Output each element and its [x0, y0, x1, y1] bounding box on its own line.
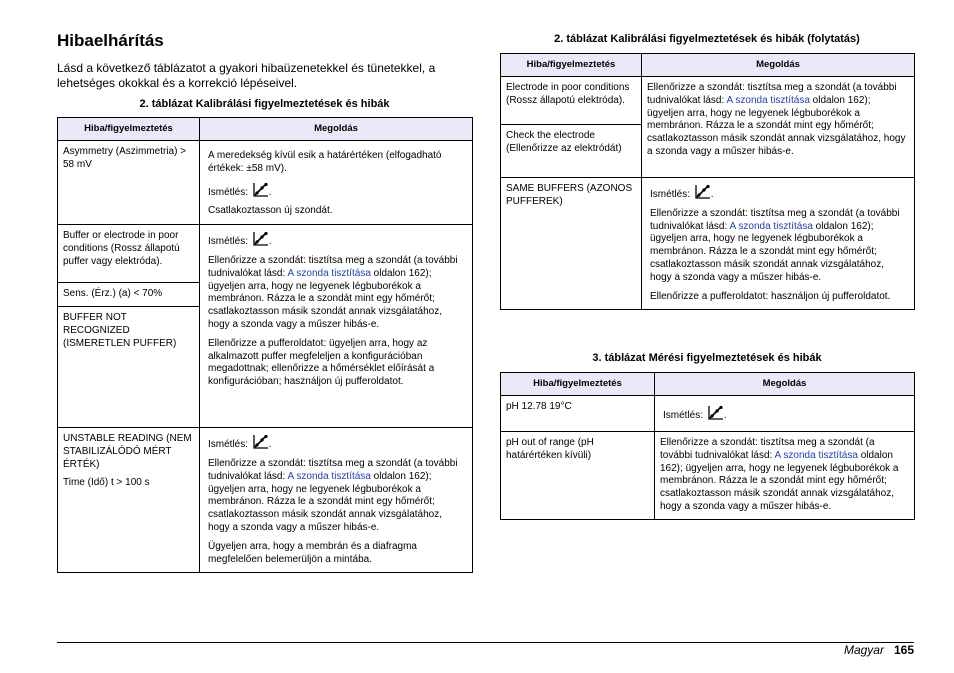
solution-text: Ellenőrizze a pufferoldatot: ügyeljen arra, hogy az alkalmazott puffer megfeleljen a konfigurációban megadottnak; ellenőrizze a hőmérséklet előírását a konfigurációban; használjon új pufferoldatot.: [208, 337, 435, 388]
table-row: [501, 396, 915, 432]
solution-text: Ellenőrizze a szondát: tisztítsa meg a szondát (a további tudnivalókat lásd: A szonda tisztítása oldalon 162); ügyeljen arra, hogy ne legyenek légbuborékok a membránon. Rázza le a szondát mint egy hőmérőt; csatlakoztasson másik szondát annak vizsgálatához, hogy a szonda vagy a műszer hibás-e.: [208, 457, 458, 533]
table-row: [58, 428, 473, 573]
table-2b-header-solution: Megoldás: [642, 54, 915, 77]
calibration-slope-icon: [253, 434, 269, 449]
intro-text: Lásd a következő táblázatot a gyakori hibaüzenetekkel és tünetekkel, a lehetséges okokkal és a korrekció lépéseivel.: [57, 61, 436, 90]
probe-cleaning-link[interactable]: A szonda tisztítása: [729, 220, 813, 232]
error-text: SAME BUFFERS (AZONOS PUFFEREK): [506, 183, 633, 207]
solution-text: Ellenőrizze a szondát: tisztítsa meg a szondát (a további tudnivalókat lásd: A szonda tisztítása oldalon 162); ügyeljen arra, hogy ne legyenek légbuborékok a membránon. Rázza le a szondát mint egy hőmérőt; csatlakoztasson másik szondát annak vizsgálatához, hogy a szonda vagy a műszer hibás-e.: [208, 254, 458, 330]
solution-text: Ellenőrizze a pufferoldatot: használjon új pufferoldatot.: [650, 290, 891, 302]
solution-text: A meredekség kívül esik a határértéken (elfogadható értékek: ±58 mV).: [208, 150, 442, 174]
footer-divider: [57, 642, 914, 643]
error-text: UNSTABLE READING (NEM STABILIZÁLÓDÓ MÉRT ÉRTÉK): [63, 433, 192, 470]
table-2-continued-caption: 2. táblázat Kalibrálási figyelmeztetések és hibák (folytatás): [554, 33, 860, 45]
table-3-header-solution: Megoldás: [655, 373, 915, 396]
table-2-header-error: Hiba/figyelmeztetés: [58, 118, 200, 141]
page-title: Hibaelhárítás: [57, 31, 164, 50]
table-2b-header-error: Hiba/figyelmeztetés: [501, 54, 642, 77]
table-2: [57, 117, 473, 573]
footer-language: Magyar: [843, 643, 884, 657]
error-text: BUFFER NOT RECOGNIZED (ISMERETLEN PUFFER): [58, 306, 199, 427]
error-text: Time (Idő) t > 100 s: [63, 476, 150, 488]
table-row: [501, 432, 915, 520]
error-text: Electrode in poor conditions (Rossz állapotú elektróda).: [506, 82, 630, 106]
probe-cleaning-link[interactable]: A szonda tisztítása: [287, 470, 371, 482]
error-text: pH 12.78 19°C: [506, 401, 572, 412]
solution-text: Ellenőrizze a szondát: tisztítsa meg a szondát (a további tudnivalókat lásd: A szonda tisztítása oldalon 162); ügyeljen arra, hogy ne legyenek légbuborékok a membránon. Rázza le a szondát mint egy hőmérőt; csatlakoztasson másik szondát annak vizsgálatához, hogy a szonda vagy a műszer hibás-e.: [647, 82, 906, 157]
error-text: pH out of range (pH határértéken kívüli): [506, 437, 594, 461]
repeat-line: Ismétlés: .: [208, 231, 464, 249]
repeat-line: Ismétlés: .: [650, 184, 906, 202]
error-text: Buffer or electrode in poor conditions (Rossz állapotú puffer vagy elektróda).: [63, 230, 180, 267]
error-text: Sens. (Érz.) (a) < 70%: [58, 282, 199, 306]
table-2-header-solution: Megoldás: [200, 118, 473, 141]
table-3-header-error: Hiba/figyelmeztetés: [501, 373, 655, 396]
calibration-slope-icon: [708, 405, 724, 420]
repeat-line: Ismétlés: .: [208, 434, 464, 452]
error-text: Check the electrode (Ellenőrizze az elektródát): [501, 124, 641, 177]
table-row: [58, 141, 473, 225]
table-3-caption: 3. táblázat Mérési figyelmeztetések és hibák: [592, 352, 822, 364]
table-2-continued: [500, 53, 915, 310]
calibration-slope-icon: [253, 231, 269, 246]
calibration-slope-icon: [695, 184, 711, 199]
solution-text: Csatlakoztasson új szondát.: [208, 205, 333, 217]
repeat-line: Ismétlés: .: [208, 182, 464, 200]
table-row: [501, 178, 915, 310]
page-footer: [844, 643, 914, 657]
error-text: Asymmetry (Aszimmetria) > 58 mV: [63, 146, 187, 170]
solution-text: Ügyeljen arra, hogy a membrán és a diafragma megfelelően belemerüljön a mintába.: [208, 540, 417, 565]
page-number: 165: [893, 643, 914, 657]
probe-cleaning-link[interactable]: A szonda tisztítása: [287, 267, 371, 279]
calibration-slope-icon: [253, 182, 269, 197]
table-row: [58, 225, 473, 428]
probe-cleaning-link[interactable]: A szonda tisztítása: [726, 94, 810, 106]
table-3: [500, 372, 915, 520]
solution-text: Ellenőrizze a szondát: tisztítsa meg a szondát (a további tudnivalókat lásd: A szonda tisztítása oldalon 162); ügyeljen arra, hogy ne legyenek légbuborékok a membránon. Rázza le a szondát mint egy hőmérőt; csatlakoztasson másik szondát annak vizsgálatához, hogy a szonda vagy a műszer hibás-e.: [660, 437, 899, 512]
solution-text: Ellenőrizze a szondát: tisztítsa meg a szondát (a további tudnivalókat lásd: A szonda tisztítása oldalon 162); ügyeljen arra, hogy ne legyenek légbuborékok a membránon. Rázza le a szondát mint egy hőmérőt; csatlakoztasson másik szondát annak vizsgálatához, hogy a szonda vagy a műszer hibás-e.: [650, 207, 900, 283]
table-row: [501, 77, 915, 178]
table-2-caption: 2. táblázat Kalibrálási figyelmeztetések és hibák: [139, 98, 390, 110]
repeat-line: Ismétlés: .: [663, 405, 906, 423]
probe-cleaning-link[interactable]: A szonda tisztítása: [774, 449, 858, 461]
